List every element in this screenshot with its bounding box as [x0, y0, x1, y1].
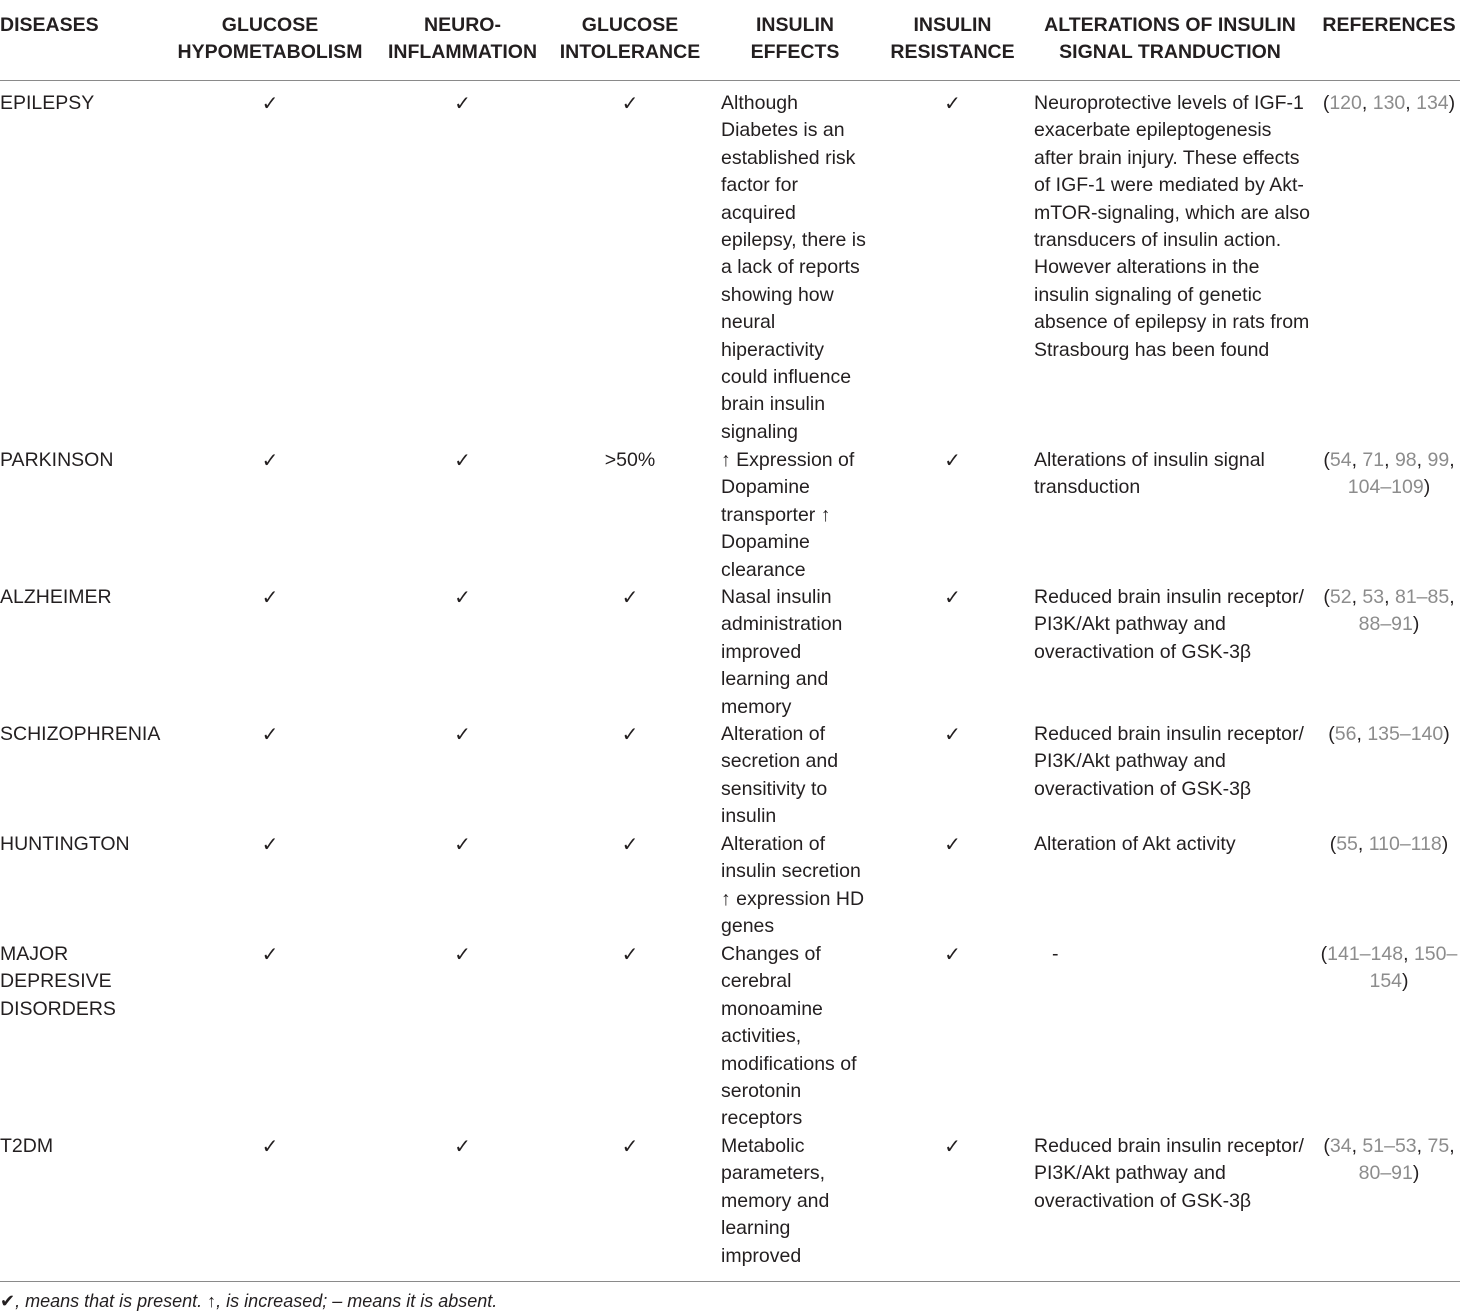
- ref-separator: ,: [1351, 586, 1363, 608]
- row-schizophrenia-insulin-effects: Alteration of secretion and sensitivity to insulin: [721, 723, 839, 828]
- ref-open-paren: (: [1323, 449, 1330, 471]
- row-schizophrenia-disease: SCHIZOPHRENIA: [0, 723, 161, 745]
- row-major-depressive-disorders-glucose-hypometabolism: ✓: [261, 942, 279, 966]
- ref-separator: ,: [1361, 92, 1373, 114]
- row-schizophrenia-glucose-hypometabolism: ✓: [261, 722, 279, 746]
- ref-open-paren: (: [1323, 1135, 1330, 1157]
- ref-separator: ,: [1384, 449, 1395, 471]
- header-alterations: ALTERATIONS OF INSULIN SIGNAL TRANDUCTION: [1044, 14, 1296, 64]
- reference-link[interactable]: 141–148: [1327, 943, 1404, 965]
- ref-close-paren: ): [1412, 613, 1420, 636]
- header-references: REFERENCES: [1322, 14, 1456, 36]
- row-t2dm-insulin-resistance: ✓: [944, 1134, 961, 1158]
- row-alzheimer-disease: ALZHEIMER: [0, 586, 112, 608]
- row-major-depressive-disorders-disease: MAJOR DEPRESIVE DISORDERS: [0, 943, 116, 1020]
- data-table: [0, 0, 1460, 80]
- row-epilepsy-insulin-resistance: ✓: [944, 91, 961, 115]
- reference-link[interactable]: 55: [1336, 833, 1358, 855]
- row-major-depressive-disorders-alterations: -: [1052, 943, 1059, 965]
- bottom-rule: [0, 1281, 1460, 1282]
- ref-close-paren: ): [1412, 1162, 1420, 1185]
- header-row: [0, 0, 1460, 80]
- row-huntington-insulin-effects: Alteration of insulin secretion ↑ expression HD genes: [721, 833, 865, 938]
- ref-close-paren: ): [1448, 92, 1456, 114]
- row-alzheimer-insulin-effects: Nasal insulin administration improved learning and memory: [721, 586, 843, 718]
- row-t2dm-glucose-intolerance: ✓: [621, 1134, 639, 1158]
- row-major-depressive-disorders-insulin-resistance: ✓: [944, 942, 961, 966]
- row-epilepsy-glucose-hypometabolism: ✓: [261, 91, 279, 115]
- reference-link[interactable]: 52: [1329, 586, 1352, 608]
- ref-close-paren: ): [1441, 833, 1449, 855]
- ref-separator: ,: [1351, 449, 1363, 471]
- reference-link[interactable]: 99: [1427, 449, 1450, 471]
- reference-link[interactable]: 134: [1416, 92, 1449, 114]
- row-schizophrenia-neuroinflammation: ✓: [454, 722, 471, 746]
- row-schizophrenia-glucose-intolerance: ✓: [621, 722, 639, 746]
- ref-separator: ,: [1356, 723, 1368, 745]
- ref-separator: ,: [1449, 449, 1455, 471]
- reference-link[interactable]: 104–109: [1347, 476, 1424, 499]
- reference-link[interactable]: 98: [1394, 449, 1417, 471]
- row-huntington-insulin-resistance: ✓: [944, 832, 961, 856]
- row-parkinson-insulin-resistance: ✓: [944, 448, 961, 472]
- row-t2dm-glucose-hypometabolism: ✓: [261, 1134, 279, 1158]
- row-schizophrenia-alterations: Reduced brain insulin receptor/ PI3K/Akt pathway and overactivation of GSK-3β: [1034, 723, 1304, 800]
- row-epilepsy-references: [1320, 90, 1458, 117]
- ref-separator: ,: [1416, 1135, 1428, 1157]
- row-epilepsy-insulin-effects: Although Diabetes is an established risk factor for acquired epilepsy, there is a lack of reports showing how neural hiperactivity could influence brain insulin signaling: [721, 92, 866, 443]
- header-insulin-effects: INSULIN EFFECTS: [750, 14, 840, 64]
- ref-separator: ,: [1449, 586, 1455, 608]
- ref-separator: ,: [1351, 1135, 1363, 1157]
- ref-close-paren: ): [1423, 476, 1431, 499]
- row-parkinson-alterations: Alterations of insulin signal transduction: [1034, 449, 1265, 499]
- reference-link[interactable]: 53: [1362, 586, 1385, 608]
- reference-link[interactable]: 88–91: [1358, 613, 1413, 636]
- ref-open-paren: (: [1322, 92, 1330, 114]
- row-huntington-disease: HUNTINGTON: [0, 833, 130, 855]
- ref-open-paren: (: [1323, 586, 1330, 608]
- ref-close-paren: ): [1402, 970, 1409, 993]
- row-alzheimer-references: [1320, 584, 1458, 639]
- row-epilepsy-glucose-intolerance: ✓: [621, 91, 639, 115]
- row-alzheimer-glucose-intolerance: ✓: [621, 585, 639, 609]
- ref-separator: ,: [1384, 586, 1395, 608]
- ref-open-paren: (: [1329, 833, 1337, 855]
- row-huntington-references: [1320, 831, 1458, 858]
- footnote: ✔, means that is present. ↑, is increased; – means it is absent.: [0, 1291, 498, 1311]
- reference-link[interactable]: 34: [1329, 1135, 1352, 1157]
- ref-open-paren: (: [1328, 723, 1335, 745]
- row-epilepsy-disease: EPILEPSY: [0, 92, 95, 114]
- row-parkinson-references: [1320, 447, 1458, 502]
- ref-separator: ,: [1449, 1135, 1455, 1157]
- row-t2dm-references: [1320, 1133, 1458, 1188]
- row-alzheimer-alterations: Reduced brain insulin receptor/ PI3K/Akt pathway and overactivation of GSK-3β: [1034, 586, 1304, 663]
- header-glucose-hypometabolism: GLUCOSE HYPOMETABOLISM: [177, 14, 363, 64]
- row-major-depressive-disorders-neuroinflammation: ✓: [454, 942, 471, 966]
- header-diseases: DISEASES: [0, 14, 99, 36]
- reference-link[interactable]: 135–140: [1367, 723, 1444, 745]
- row-schizophrenia-references: [1320, 721, 1458, 748]
- reference-link[interactable]: 150–154: [1369, 943, 1458, 993]
- reference-link[interactable]: 75: [1427, 1135, 1450, 1157]
- row-major-depressive-disorders-references: [1320, 941, 1458, 996]
- row-epilepsy-neuroinflammation: ✓: [454, 91, 471, 115]
- row-parkinson-disease: PARKINSON: [0, 449, 114, 471]
- reference-link[interactable]: 130: [1372, 92, 1406, 114]
- reference-link[interactable]: 54: [1329, 449, 1352, 471]
- row-huntington-glucose-hypometabolism: ✓: [261, 832, 279, 856]
- reference-link[interactable]: 81–85: [1394, 586, 1450, 608]
- row-parkinson-glucose-intolerance: >50%: [604, 449, 656, 471]
- row-huntington-neuroinflammation: ✓: [454, 832, 471, 856]
- ref-close-paren: ): [1443, 723, 1450, 745]
- row-schizophrenia-insulin-resistance: ✓: [944, 722, 961, 746]
- row-epilepsy-alterations: Neuroprotective levels of IGF-1 exacerbate epileptogenesis after brain injury. These effects of IGF-1 were mediated by Akt-mTOR-signaling, which are also transducers of insulin action. However alterations in the insulin signaling of genetic absence of epilepsy in rats from Strasbourg has been found: [1034, 92, 1310, 361]
- reference-link[interactable]: 56: [1334, 723, 1357, 745]
- row-alzheimer-neuroinflammation: ✓: [454, 585, 471, 609]
- row-alzheimer-insulin-resistance: ✓: [944, 585, 961, 609]
- reference-link[interactable]: 71: [1362, 449, 1385, 471]
- ref-open-paren: (: [1320, 943, 1328, 965]
- reference-link[interactable]: 51–53: [1362, 1135, 1417, 1157]
- reference-link[interactable]: 120: [1329, 92, 1362, 114]
- ref-separator: ,: [1405, 92, 1417, 114]
- ref-separator: ,: [1357, 833, 1369, 855]
- row-t2dm-insulin-effects: Metabolic parameters, memory and learning improved: [721, 1135, 830, 1267]
- ref-separator: ,: [1403, 943, 1414, 965]
- reference-link[interactable]: 110–118: [1368, 833, 1442, 855]
- header-neuroinflammation: NEURO- INFLAMMATION: [387, 14, 538, 64]
- row-parkinson-neuroinflammation: ✓: [454, 448, 471, 472]
- reference-link[interactable]: 80–91: [1358, 1162, 1413, 1185]
- row-parkinson-insulin-effects: ↑ Expression of Dopamine transporter ↑ Dopamine clearance: [721, 449, 855, 581]
- row-major-depressive-disorders-insulin-effects: Changes of cerebral monoamine activities, modifications of serotonin receptors: [721, 943, 857, 1130]
- header-insulin-resistance: INSULIN RESISTANCE: [890, 14, 1015, 64]
- ref-separator: ,: [1416, 449, 1428, 471]
- row-huntington-glucose-intolerance: ✓: [621, 832, 639, 856]
- row-parkinson-glucose-hypometabolism: ✓: [261, 448, 279, 472]
- row-huntington-alterations: Alteration of Akt activity: [1034, 833, 1236, 855]
- row-t2dm-alterations: Reduced brain insulin receptor/ PI3K/Akt pathway and overactivation of GSK-3β: [1034, 1135, 1304, 1212]
- row-alzheimer-glucose-hypometabolism: ✓: [261, 585, 279, 609]
- header-rule: [0, 80, 1460, 81]
- row-t2dm-neuroinflammation: ✓: [454, 1134, 471, 1158]
- row-major-depressive-disorders-glucose-intolerance: ✓: [621, 942, 639, 966]
- header-glucose-intolerance: GLUCOSE INTOLERANCE: [559, 14, 701, 64]
- row-t2dm-disease: T2DM: [0, 1135, 54, 1157]
